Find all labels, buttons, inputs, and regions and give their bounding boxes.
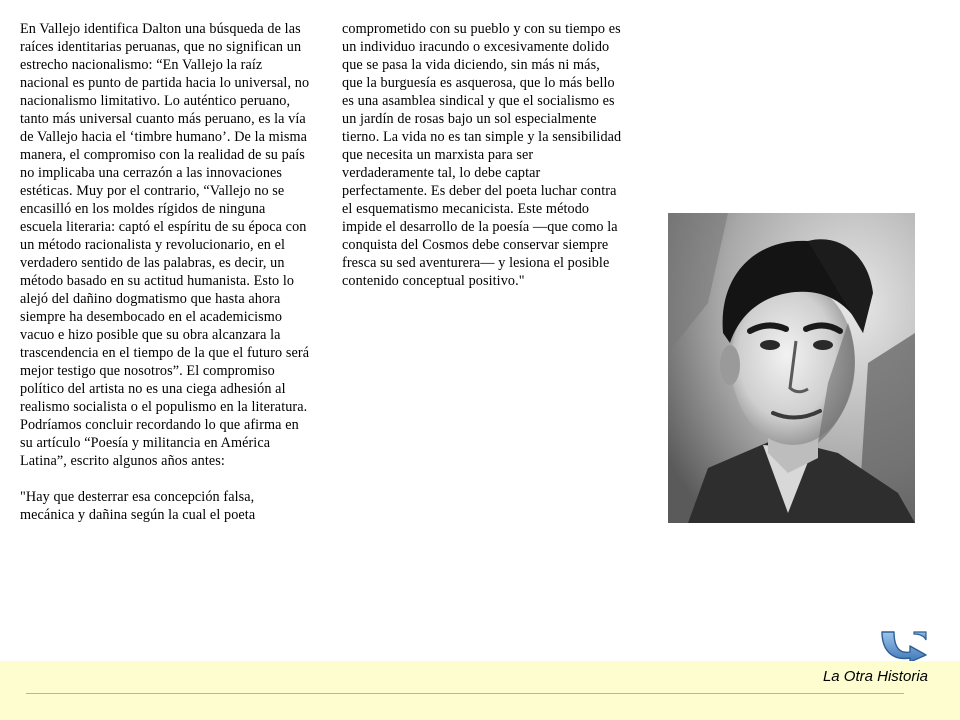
quote-continuation: comprometido con su pueblo y con su tiempo es un individuo iracundo o excesivamente dolido que se pasa la vida diciendo, sin más ni más, que la burguesía es asquerosa, que lo más bello es una asamblea sindical y que el socialismo es un jardín de rosas bajo un sol especialmente tierno. La vida no es tan simple y la sensibilidad que necesita un marxista para ser verdaderamente tal, lo debe captar perfectamente. Es deber del poeta luchar contra el esquematismo mecanicista. Este método impide el desarrollo de la poesía —que como la conquista del Cosmos debe conservar siempre fresca su sed aventurera— y lesiona el posible contenido conceptual positivo." xyxy=(342,21,622,289)
footer-divider xyxy=(26,693,904,694)
return-button[interactable] xyxy=(876,628,930,662)
quote-start: "Hay que desterrar esa concepción falsa, mecánica y dañina según la cual el poeta xyxy=(20,489,256,523)
article-column-left xyxy=(20,20,310,524)
return-arrow-icon xyxy=(876,628,930,662)
article-paragraph: En Vallejo identifica Dalton una búsqueda de las raíces identitarias peruanas, que no significan un estrecho nacionalismo: “En Vallejo la raíz nacional es punto de partida hacia lo universal, no nacionalismo limitativo. Lo auténtico peruano, tanto más universal cuanto más peruano, es la vía de Vallejo hacia el ‘timbre humano’. De la misma manera, el compromiso con la realidad de su país no implicaba una cerrazón a las innovaciones estéticas. Muy por el contrario, “Vallejo no se encasilló en los moldes rígidos de ninguna escuela literaria: captó el espíritu de su época con un método racionalista y revolucionario, en el verdadero sentido de las palabras, es decir, un método basado en su actitud humanista. Esto lo alejó del dañino dogmatismo que hasta ahora siempre ha desembocado en el academicismo vacuo e hizo posible que su obra alcanzara la trascendencia en el tiempo de la que el futuro será mejor testigo que nosotros”. El compromiso político del artista no es una ciega adhesión al realismo socialista o el populismo en la literatura. Podríamos concluir recordando lo que afirma en su artículo “Poesía y militancia en América Latina”, escrito algunos años antes: xyxy=(20,21,310,469)
footer-bar xyxy=(0,661,960,720)
portrait-drawing xyxy=(668,213,915,523)
article-column-right xyxy=(342,20,624,290)
footer-title: La Otra Historia xyxy=(822,668,928,685)
portrait-photo xyxy=(668,213,915,523)
